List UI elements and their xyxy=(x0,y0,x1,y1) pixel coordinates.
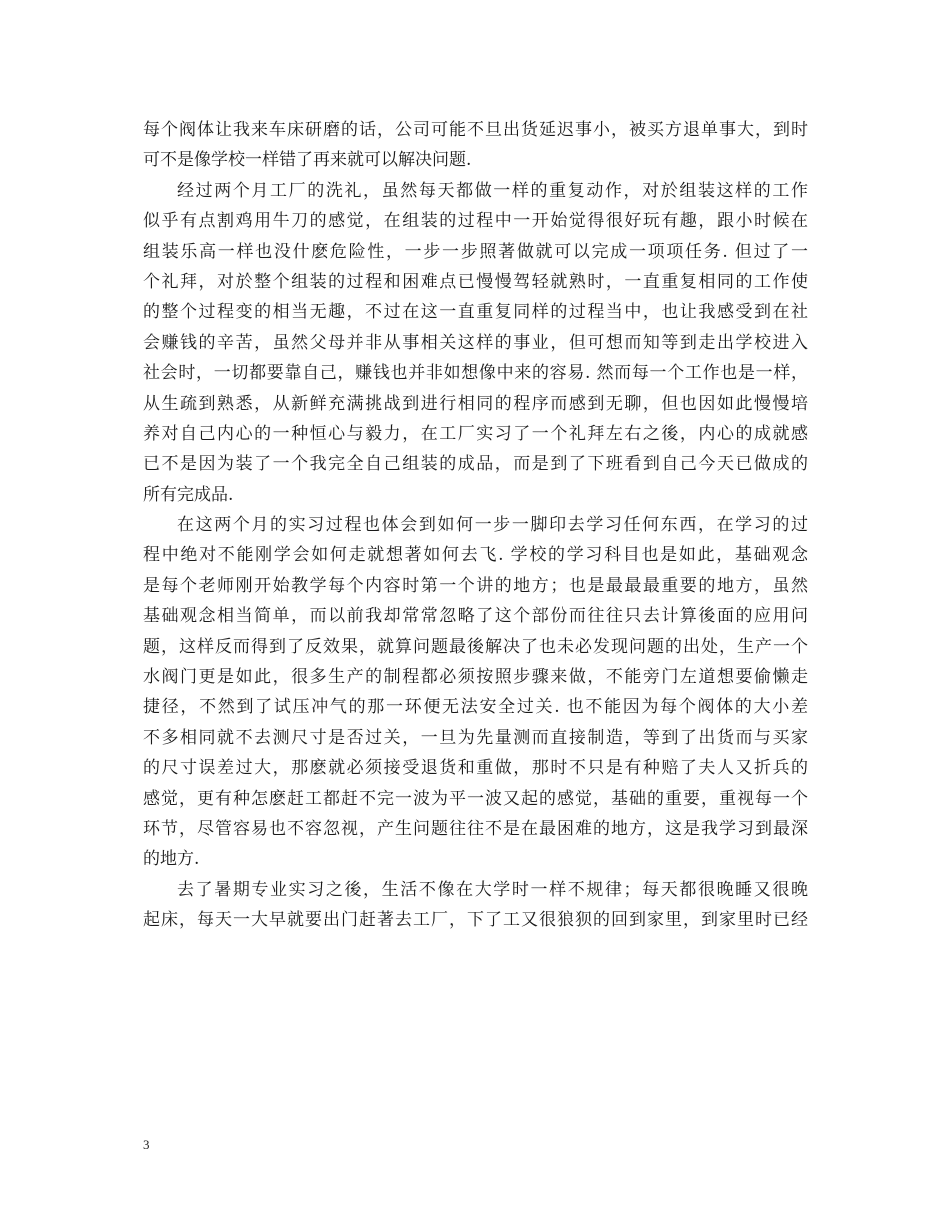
text-line: 水阀门更是如此，很多生产的制程都必须按照步骤来做，不能旁门左道想要偷懒走 xyxy=(143,667,808,688)
paragraph-3 xyxy=(143,510,808,875)
text-line: 起床，每天一大早就要出门赶著去工厂，下了工又很狼狈的回到家里，到家里时已经 xyxy=(143,910,808,931)
text-line: 组装乐高一样也没什麽危险性，一步一步照著做就可以完成一项项任务. 但过了一 xyxy=(143,241,808,262)
text-line: 个礼拜，对於整个组装的过程和困难点已慢慢驾轻就熟时，一直重复相同的工作使 xyxy=(143,271,808,292)
text-line: 捷径，不然到了试压冲气的那一环便无法安全过关. 也不能因为每个阀体的大小差 xyxy=(143,697,808,718)
text-line: 是每个老师刚开始教学每个内容时第一个讲的地方；也是最最最重要的地方，虽然 xyxy=(143,575,808,596)
text-line: 社会时，一切都要靠自己，赚钱也并非如想像中来的容易. 然而每一个工作也是一样， xyxy=(143,363,808,384)
text-line: 题，这样反而得到了反效果，就算问题最後解决了也未必发现问题的出处，生产一个 xyxy=(143,636,808,657)
text-line: 从生疏到熟悉，从新鲜充满挑战到进行相同的程序而感到无聊，但也因如此慢慢培 xyxy=(143,393,808,414)
text-line: 在这两个月的实习过程也体会到如何一步一脚印去学习任何东西，在学习的过 xyxy=(177,515,808,536)
text-line: 去了暑期专业实习之後，生活不像在大学时一样不规律；每天都很晚睡又很晚 xyxy=(177,879,808,900)
text-line: 程中绝对不能刚学会如何走就想著如何去飞. 学校的学习科目也是如此，基础观念 xyxy=(143,545,808,566)
text-line: 可不是像学校一样错了再来就可以解决问题. xyxy=(143,150,472,171)
text-line: 的尺寸误差过大，那麽就必须接受退货和重做，那时不只是有种赔了夫人又折兵的 xyxy=(143,758,808,779)
text-line: 会赚钱的辛苦，虽然父母并非从事相关这样的事业，但可想而知等到走出学校进入 xyxy=(143,332,808,353)
paragraph-2 xyxy=(143,176,808,510)
text-line: 感觉，更有种怎麽赶工都赶不完一波为平一波又起的感觉，基础的重要，重视每一个 xyxy=(143,788,808,809)
text-line: 不多相同就不去测尺寸是否过关，一旦为先量测而直接制造，等到了出货而与买家 xyxy=(143,727,808,748)
paragraph-4 xyxy=(143,875,808,936)
text-line: 经过两个月工厂的洗礼，虽然每天都做一样的重复动作，对於组装这样的工作 xyxy=(177,180,808,201)
text-line: 基础观念相当简单，而以前我却常常忽略了这个部份而往往只去计算後面的应用问 xyxy=(143,606,808,627)
text-line: 环节，尽管容易也不容忽视，产生问题往往不是在最困难的地方，这是我学习到最深 xyxy=(143,818,808,839)
text-line: 似乎有点割鸡用牛刀的感觉，在组装的过程中一开始觉得很好玩有趣，跟小时候在 xyxy=(143,211,808,232)
text-line: 的地方. xyxy=(143,849,200,870)
text-line: 每个阀体让我来车床研磨的话，公司可能不旦出货延迟事小，被买方退单事大，到时 xyxy=(143,120,808,140)
text-line: 所有完成品. xyxy=(143,484,234,505)
text-line: 养对自己内心的一种恒心与毅力，在工厂实习了一个礼拜左右之後，内心的成就感 xyxy=(143,423,808,444)
text-line: 的整个过程变的相当无趣，不过在这一直重复同样的过程当中，也让我感受到在社 xyxy=(143,302,808,323)
document-body xyxy=(143,115,808,936)
text-line: 已不是因为装了一个我完全自己组装的成品，而是到了下班看到自己今天已做成的 xyxy=(143,454,808,475)
page-number: 3 xyxy=(143,1137,150,1152)
paragraph-1 xyxy=(143,115,808,176)
